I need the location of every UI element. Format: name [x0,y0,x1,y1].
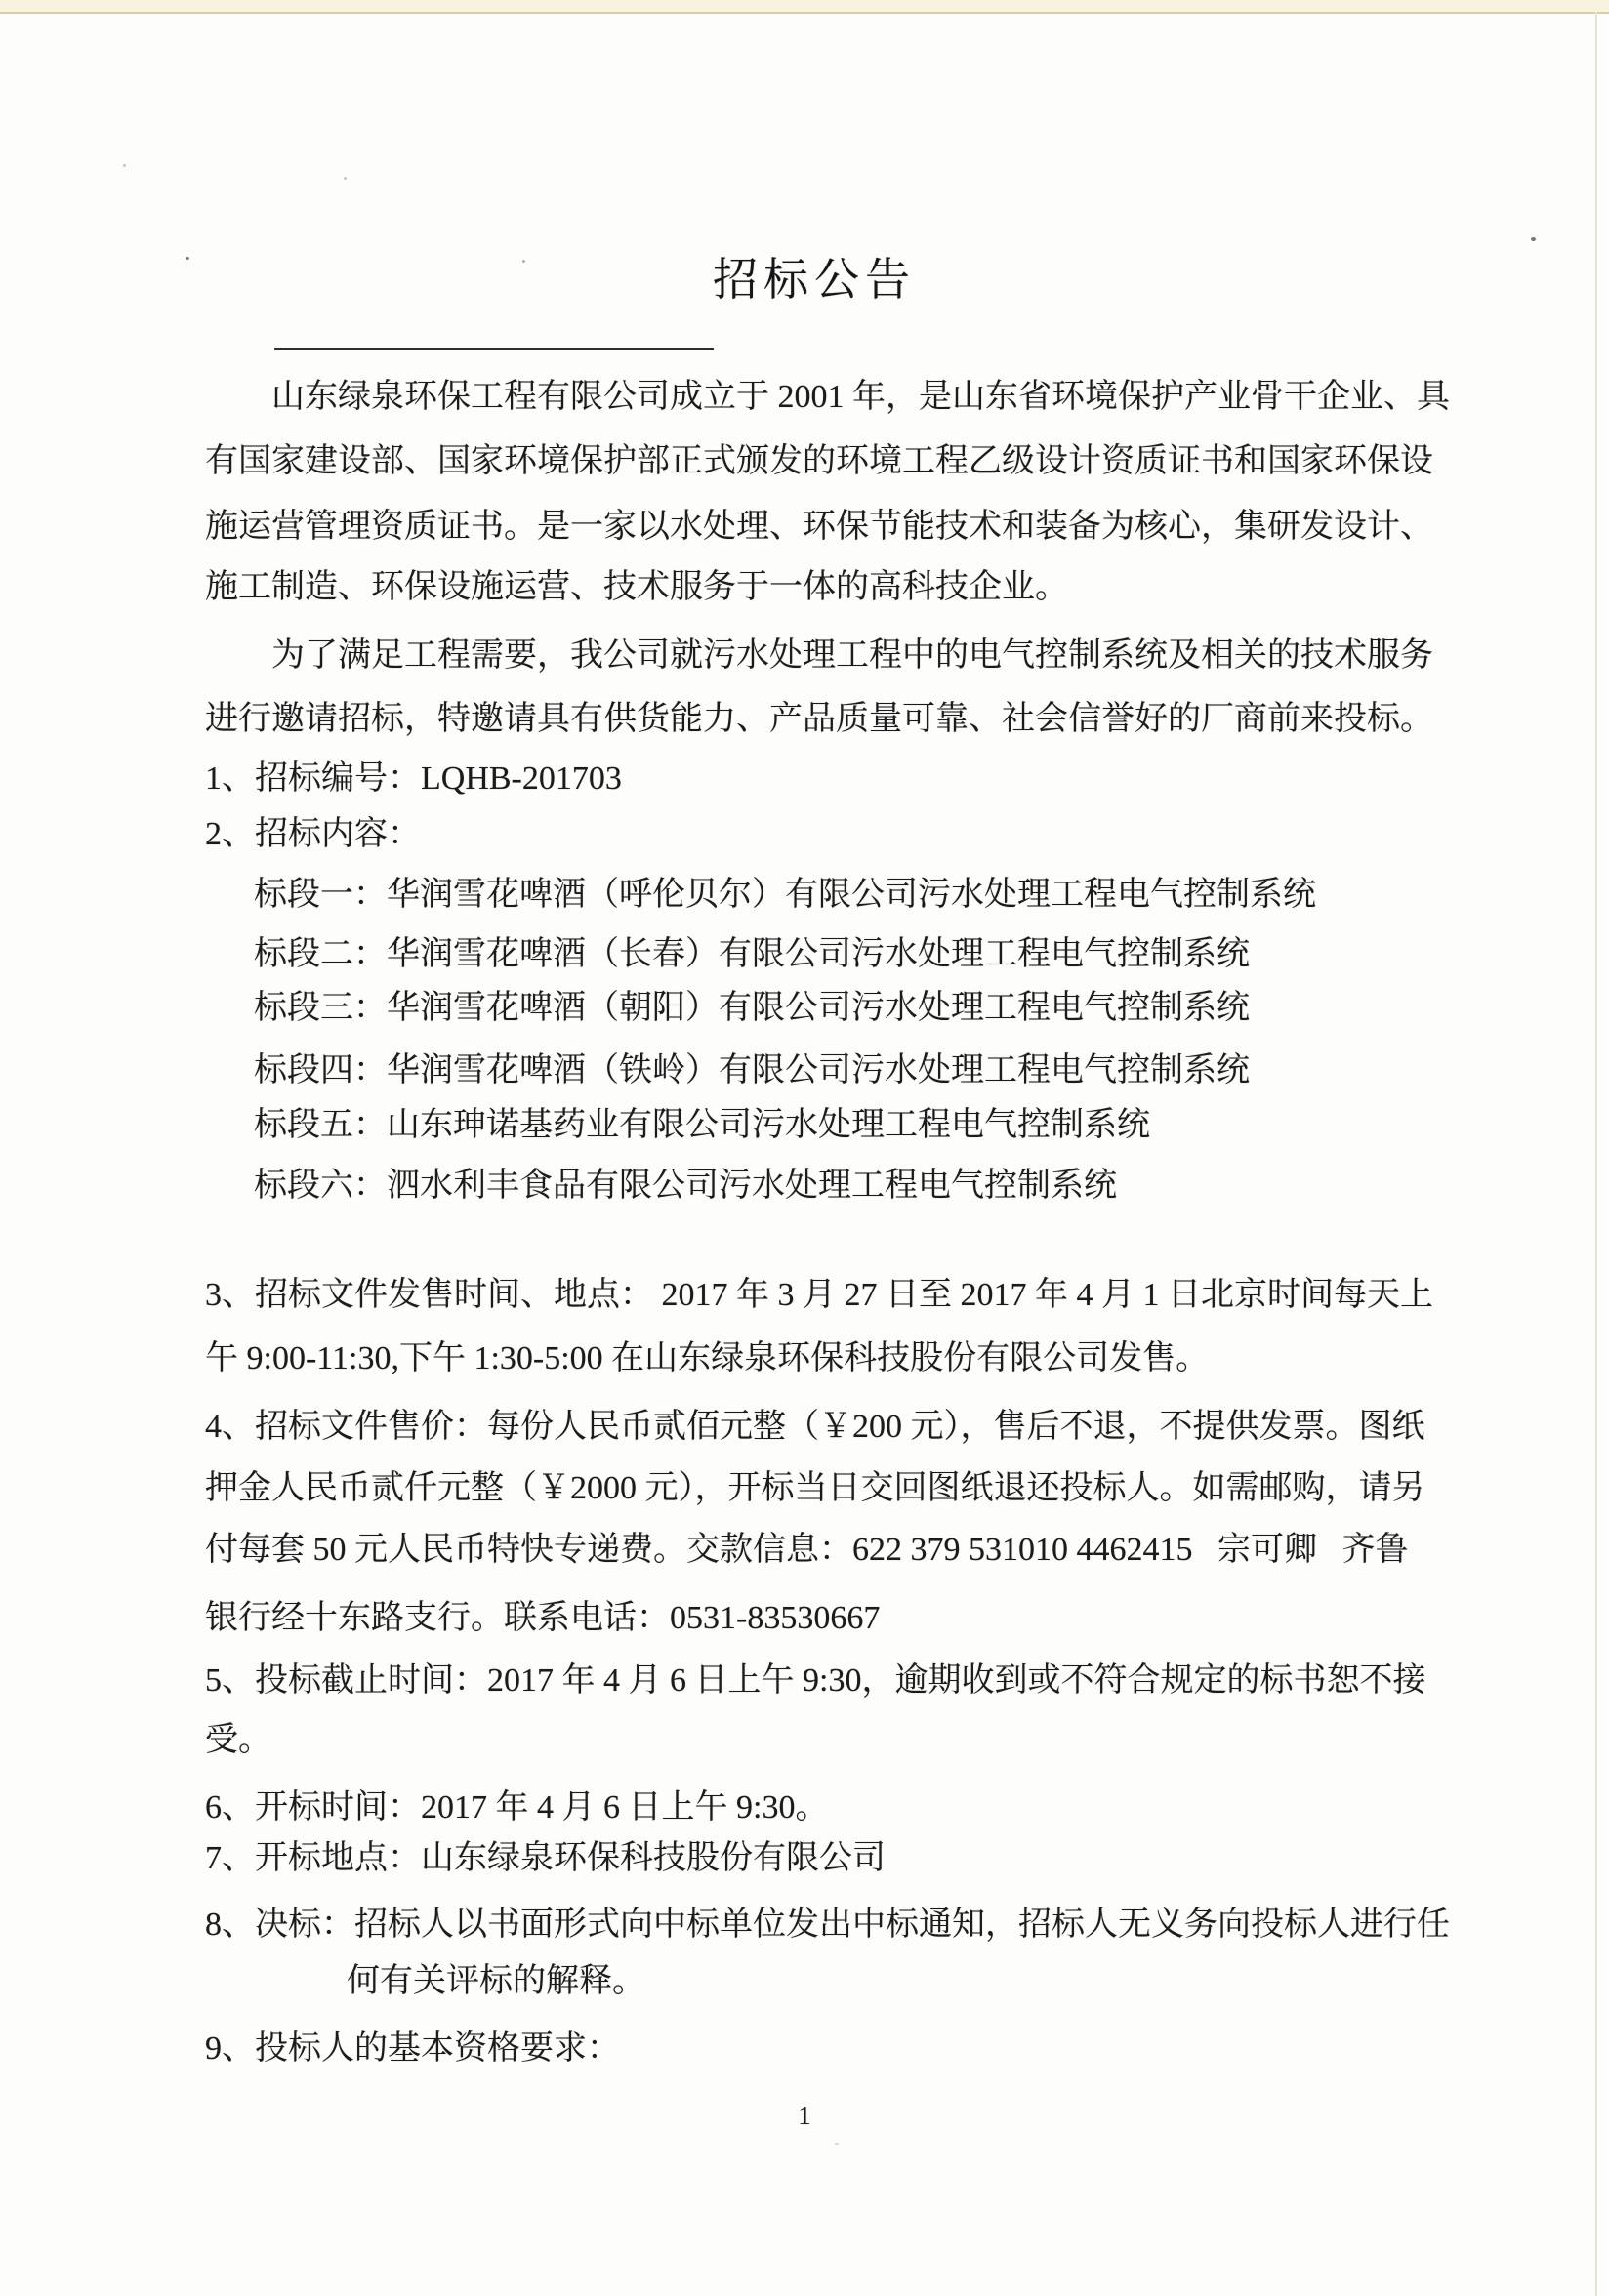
item-4-price-line2: 押金人民币贰仟元整（￥2000 元），开标当日交回图纸退还投标人。如需邮购，请另 [205,1470,1425,1506]
scan-top-edge [0,0,1609,14]
intro-paragraph1-line1: 山东绿泉环保工程有限公司成立于 2001 年，是山东省环境保护产业骨干企业、具 [271,379,1450,415]
item-2-tender-content: 2、招标内容： [205,816,421,852]
scan-right-edge [1595,12,1597,2296]
item-6-opening-time: 6、开标时间：2017 年 4 月 6 日上午 9:30。 [205,1789,829,1825]
scan-speck [1531,237,1536,241]
item-3-sale-time-line2: 午 9:00-11:30,下午 1:30-5:00 在山东绿泉环保科技股份有限公司发售。 [205,1340,1210,1376]
item-4-price-line1: 4、招标文件售价：每份人民币贰佰元整（￥200 元），售后不退，不提供发票。图纸 [205,1409,1425,1445]
item-7-opening-place: 7、开标地点：山东绿泉环保科技股份有限公司 [205,1840,886,1876]
intro-paragraph1-line3: 施运营管理资质证书。是一家以水处理、环保节能技术和装备为核心，集研发设计、 [205,509,1433,545]
segment-3-line: 标段三：华润雪花啤酒（朝阳）有限公司污水处理工程电气控制系统 [254,990,1250,1026]
page-number: 1 [798,2101,811,2130]
segment-2-line: 标段二：华润雪花啤酒（长春）有限公司污水处理工程电气控制系统 [254,936,1250,972]
scan-speck [344,177,347,180]
item-9-qualification: 9、投标人的基本资格要求： [205,2030,620,2067]
scan-speck [835,2143,839,2145]
intro-paragraph2-line1: 为了满足工程需要，我公司就污水处理工程中的电气控制系统及相关的技术服务 [271,637,1433,674]
title-underline-rule [274,348,714,350]
item-8-award-line2: 何有关评标的解释。 [347,1963,645,1999]
intro-paragraph2-line2: 进行邀请招标，特邀请具有供货能力、产品质量可靠、社会信誉好的厂商前来投标。 [205,701,1433,737]
intro-paragraph1-line2: 有国家建设部、国家环境保护部正式颁发的环境工程乙级设计资质证书和国家环保设 [205,443,1433,479]
segment-4-line: 标段四：华润雪花啤酒（铁岭）有限公司污水处理工程电气控制系统 [254,1052,1250,1088]
item-4-price-line3: 付每套 50 元人民币特快专递费。交款信息：622 379 531010 4462415 宗可卿 齐鲁 [205,1532,1409,1568]
item-5-deadline-line1: 5、投标截止时间：2017 年 4 月 6 日上午 9:30，逾期收到或不符合规定的标书恕不接 [205,1662,1426,1699]
scan-speck [123,164,126,167]
intro-paragraph1-line4: 施工制造、环保设施运营、技术服务于一体的高科技企业。 [205,569,1068,605]
segment-6-line: 标段六：泗水利丰食品有限公司污水处理工程电气控制系统 [254,1168,1117,1204]
item-3-sale-time-line1: 3、招标文件发售时间、地点： 2017 年 3 月 27 日至 2017 年 4 月 1 日北京时间每天上 [205,1277,1433,1313]
segment-5-line: 标段五：山东珅诺基药业有限公司污水处理工程电气控制系统 [254,1107,1150,1143]
document-title: 招标公告 [713,255,916,305]
item-8-award-line1: 8、决标：招标人以书面形式向中标单位发出中标通知，招标人无义务向投标人进行任 [205,1906,1450,1943]
item-4-price-line4: 银行经十东路支行。联系电话：0531-83530667 [205,1600,881,1636]
item-5-deadline-line2: 受。 [205,1722,271,1758]
item-1-tender-number: 1、招标编号：LQHB-201703 [205,760,622,797]
segment-1-line: 标段一：华润雪花啤酒（呼伦贝尔）有限公司污水处理工程电气控制系统 [254,877,1316,913]
